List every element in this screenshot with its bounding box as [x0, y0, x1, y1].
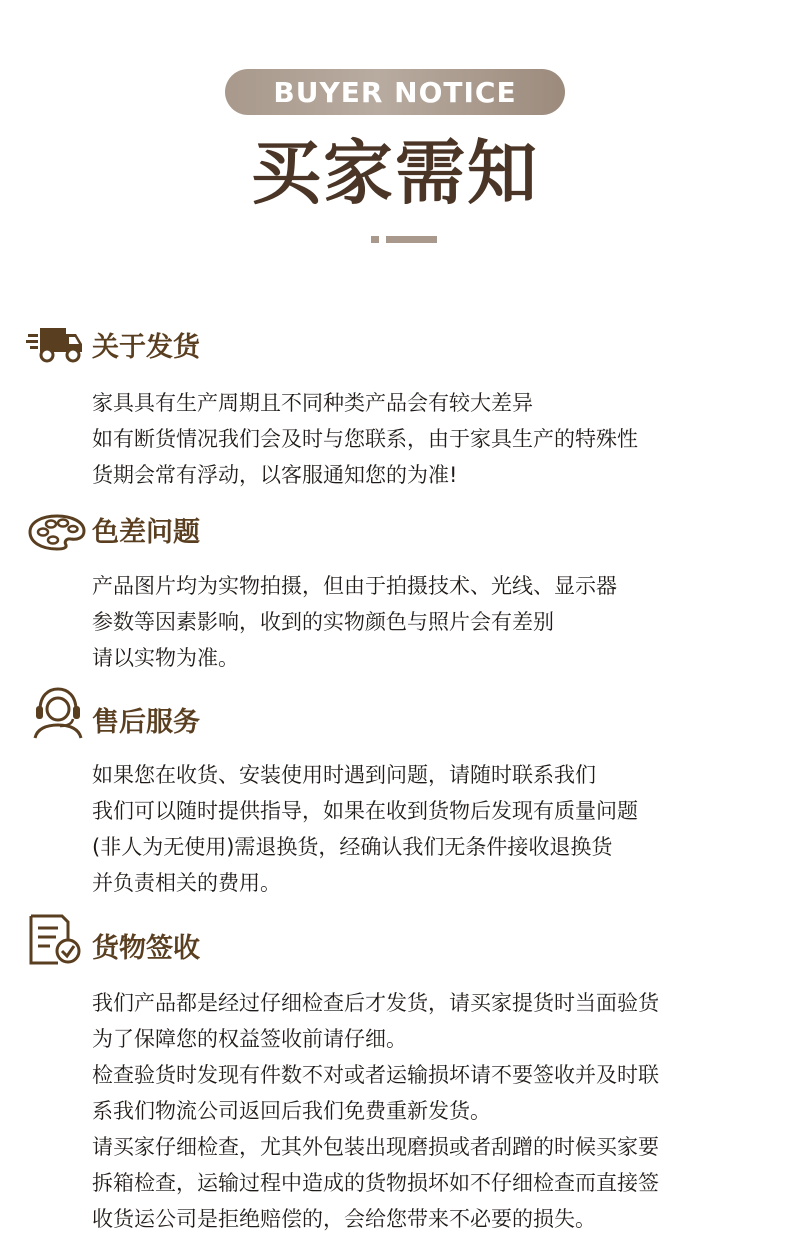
- headset-agent-icon: [32, 686, 84, 740]
- receipt-line: 我们产品都是经过仔细检查后才发货，请买家提货时当面验货: [92, 991, 659, 1015]
- buyer-notice-badge: [225, 69, 565, 115]
- color-palette-icon: [27, 513, 87, 551]
- shipping-text: [92, 385, 762, 493]
- after-sales-text: [92, 757, 762, 901]
- after-sales-line: 并负责相关的费用。: [92, 871, 281, 895]
- section-title-after-sales: 售后服务: [92, 707, 200, 738]
- after-sales-line: 如果您在收货、安装使用时遇到问题，请随时联系我们: [92, 763, 596, 787]
- receipt-line: 拆箱检查，运输过程中造成的货物损坏如不仔细检查而直接签: [92, 1171, 659, 1195]
- section-title-color: 色差问题: [92, 517, 200, 548]
- delivery-truck-icon: [26, 326, 84, 364]
- after-sales-line: (非人为无使用)需退换货，经确认我们无条件接收退换货: [92, 835, 613, 859]
- shipping-line: 家具具有生产周期且不同种类产品会有较大差异: [92, 391, 533, 415]
- receipt-line: 为了保障您的权益签收前请仔细。: [92, 1027, 407, 1051]
- color-line: 产品图片均为实物拍摄，但由于拍摄技术、光线、显示器: [92, 574, 617, 598]
- receipt-text: [92, 985, 762, 1237]
- checked-document-icon: [28, 913, 82, 965]
- shipping-line: 货期会常有浮动，以客服通知您的为准!: [92, 463, 458, 487]
- receipt-line: 检查验货时发现有件数不对或者运输损坏请不要签收并及时联: [92, 1063, 659, 1087]
- color-text: [92, 568, 762, 676]
- section-title-shipping: 关于发货: [92, 332, 200, 363]
- page-title: 买家需知: [251, 132, 539, 214]
- shipping-line: 如有断货情况我们会及时与您联系，由于家具生产的特殊性: [92, 427, 638, 451]
- divider-bar: [386, 236, 437, 243]
- color-line: 请以实物为准。: [92, 646, 239, 670]
- receipt-line: 请买家仔细检查，尤其外包装出现磨损或者刮蹭的时候买家要: [92, 1135, 659, 1159]
- receipt-line: 收货运公司是拒绝赔偿的，会给您带来不必要的损失。: [92, 1207, 596, 1231]
- section-title-receipt: 货物签收: [92, 933, 200, 964]
- divider-dot: [371, 236, 379, 243]
- after-sales-line: 我们可以随时提供指导，如果在收到货物后发现有质量问题: [92, 799, 638, 823]
- receipt-line: 系我们物流公司返回后我们免费重新发货。: [92, 1099, 491, 1123]
- badge-text: BUYER NOTICE: [273, 75, 517, 109]
- color-line: 参数等因素影响，收到的实物颜色与照片会有差别: [92, 610, 554, 634]
